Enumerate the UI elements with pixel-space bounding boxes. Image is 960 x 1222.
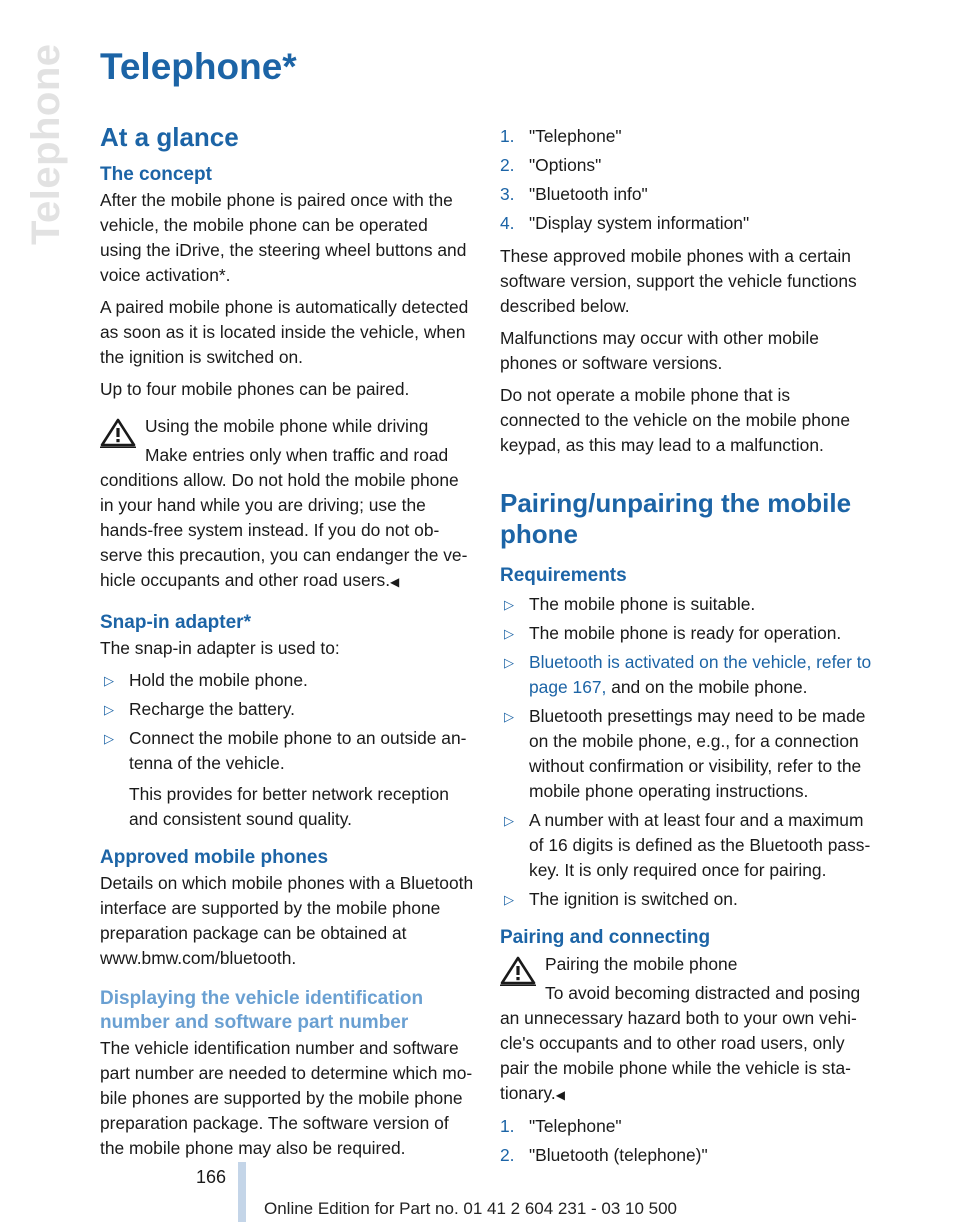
snapin-item-note: This provides for better network reception and consistent sound quality. xyxy=(129,784,449,829)
heading-approved-mobile-phones: Approved mobile phones xyxy=(100,847,329,868)
heading-requirements: Requirements xyxy=(500,565,627,586)
approved-paragraph: Details on which mobile phones with a Bluetooth interface are supported by the mobile phone preparation package can be obtained at www.bmw.com/bluetooth. xyxy=(100,873,474,968)
warning-title: Using the mobile phone while driving xyxy=(145,416,429,436)
heading-display-vin: Displaying the vehicle identification number and software part number xyxy=(100,988,424,1033)
warning-triangle-icon xyxy=(500,956,536,986)
list-item: ▷ Hold the mobile phone. xyxy=(100,668,474,693)
warning-note-driving xyxy=(100,414,474,595)
requirements-list xyxy=(500,592,874,912)
heading-snap-in-adapter: Snap-in adapter* xyxy=(100,612,251,633)
page-number: 166 xyxy=(196,1167,227,1187)
display-paragraph: The vehicle identification number and software part number are needed to determine which mobile phones are supported by the mobile phone preparation package. The software version of the mobile phone may also be required. xyxy=(100,1038,473,1158)
list-item: 4. "Display system information" xyxy=(500,213,750,233)
list-item: ▷ Bluetooth presettings may need to be made on the mobile phone, e.g., for a connection without confirmation or visibility, refer to the mobile phone operating instructions. xyxy=(500,704,874,804)
keypad-paragraph: Do not operate a mobile phone that is connected to the vehicle on the mobile phone keypad, as this may lead to a malfunction. xyxy=(500,385,850,455)
warning-title: Pairing the mobile phone xyxy=(545,954,738,974)
list-item: ▷ The mobile phone is suitable. xyxy=(500,592,874,617)
footer-edition-text: Online Edition for Part no. 01 41 2 604 231 - 03 10 500 xyxy=(264,1199,678,1218)
list-item: ▷ The ignition is switched on. xyxy=(500,887,874,912)
page-reference-link[interactable]: Bluetooth is activated on the vehicle, refer to page 167, xyxy=(529,652,872,697)
concept-paragraph-2: A paired mobile phone is automatically detected as soon as it is located inside the vehicle, when the ignition is switched on. xyxy=(100,297,469,367)
snapin-list xyxy=(100,668,474,832)
right-column xyxy=(500,120,874,1176)
concept-paragraph-3: Up to four mobile phones can be paired. xyxy=(100,379,410,399)
section-title-pairing: Pairing/unpairing the mobile phone xyxy=(500,488,852,549)
list-item: ▷ Bluetooth is activated on the vehicle, refer to page 167, and on the mobile phone. xyxy=(500,650,874,700)
footer-divider-bar xyxy=(238,1162,246,1222)
concept-paragraph-1: After the mobile phone is paired once with the vehicle, the mobile phone can be operated using the iDrive, the steering wheel buttons and voice activation*. xyxy=(100,190,467,285)
page-title: Telephone* xyxy=(100,46,297,87)
snapin-intro: The snap-in adapter is used to: xyxy=(100,638,340,658)
list-item: ▷ A number with at least four and a maximum of 16 digits is defined as the Bluetooth passkey. It is only required once for pairing. xyxy=(500,808,874,883)
list-item: 1. "Telephone" xyxy=(500,126,622,146)
left-column xyxy=(100,120,474,1168)
list-item: 1. "Telephone" xyxy=(500,1116,622,1136)
end-mark-icon: ◀ xyxy=(555,1088,565,1102)
malfunctions-paragraph: Malfunctions may occur with other mobile phones or software versions. xyxy=(500,328,819,373)
list-item: ▷ The mobile phone is ready for operation. xyxy=(500,621,874,646)
warning-body: Make entries only when traffic and road conditions allow. Do not hold the mobile phone in your hand while you are driving; use the hands-free system instead. If you do not observe this precaution, you can endanger the vehicle occupants and other road users. xyxy=(100,445,468,590)
list-item: 2. "Bluetooth (telephone)" xyxy=(500,1145,708,1165)
list-item: 3. "Bluetooth info" xyxy=(500,184,648,204)
step-list-bluetooth-info xyxy=(500,124,874,236)
warning-note-pairing xyxy=(500,952,874,1108)
section-title-at-a-glance: At a glance xyxy=(100,122,239,152)
warning-triangle-icon xyxy=(100,418,136,448)
side-tab-label: Telephone xyxy=(24,43,68,245)
warning-body: To avoid becoming distracted and posing an unnecessary hazard both to your own vehicle's occupants and to other road users, only pair the mobile phone while the vehicle is stationary. xyxy=(500,983,861,1103)
list-item: 2. "Options" xyxy=(500,155,602,175)
step-list-pairing xyxy=(500,1114,874,1168)
end-mark-icon: ◀ xyxy=(390,575,400,589)
heading-the-concept: The concept xyxy=(100,164,212,185)
list-item: ▷ Connect the mobile phone to an outside antenna of the vehicle. This provides for better network reception and consistent sound quality. xyxy=(100,726,474,832)
list-item: ▷ Recharge the battery. xyxy=(100,697,474,722)
heading-pairing-and-connecting: Pairing and connecting xyxy=(500,927,711,948)
approved-phones-paragraph: These approved mobile phones with a certain software version, support the vehicle functions described below. xyxy=(500,246,857,316)
